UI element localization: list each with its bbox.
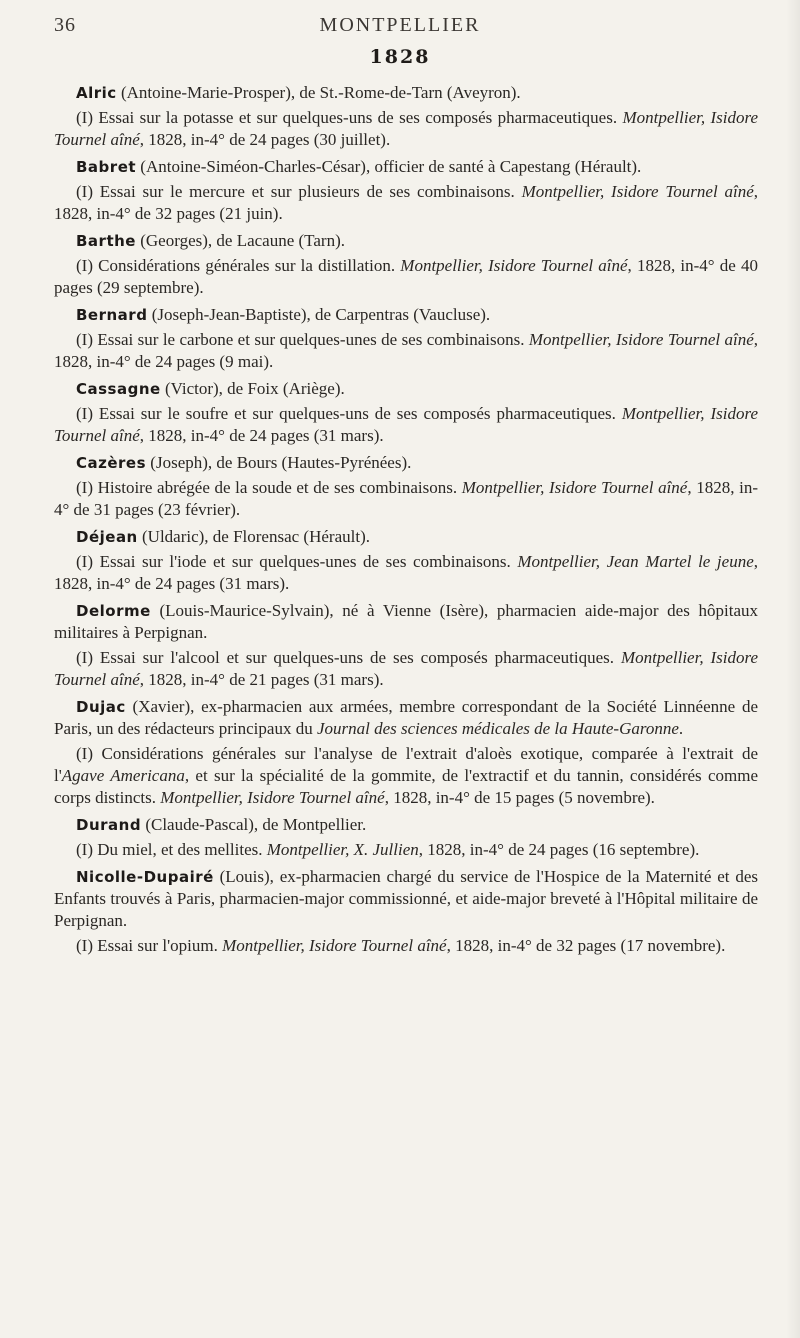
author-details: (Louis), ex-pharmacien chargé du service de l'Hospice de la Maternité et des Enfants trouvés à Paris, pharmacien-major commissionné, et aide-major breveté à l'Hôpital militaire de Perpignan.	[54, 867, 758, 930]
work-title: (I) Histoire abrégée de la soude et de ses combinaisons.	[76, 478, 462, 497]
author-details: (Antoine-Siméon-Charles-César), officier de santé à Capestang (Hérault).	[136, 157, 642, 176]
publisher: Montpellier, Isidore Tournel aîné	[528, 330, 754, 349]
author-name: Barthe	[76, 232, 136, 250]
work-line	[54, 935, 758, 957]
work-imprint: , 1828, in-4° de 32 pages (17 novembre).	[446, 936, 726, 955]
author-line	[54, 814, 758, 836]
author-name: Dujac	[76, 698, 126, 716]
work-imprint: , 1828, in-4° de 15 pages (5 novembre).	[384, 788, 655, 807]
publisher: Montpellier, Isidore Tournel aîné	[521, 182, 754, 201]
work-line	[54, 743, 758, 809]
entry-nicolle-dupaire	[54, 866, 758, 957]
entry-dujac	[54, 696, 758, 809]
author-details: (Louis-Maurice-Sylvain), né à Vienne (Isère), pharmacien aide-major des hôpitaux militaires à Perpignan.	[54, 601, 758, 642]
author-name: Babret	[76, 158, 137, 176]
year-heading: 1828	[369, 46, 431, 68]
page-edge-shadow	[786, 0, 800, 1338]
journal-title: Journal des sciences médicales de la Haute-Garonne	[316, 719, 679, 738]
work-title: (I) Essai sur la potasse et sur quelques-uns de ses composés pharmaceutiques.	[76, 108, 623, 127]
work-imprint: , 1828, in-4° de 24 pages (31 mars).	[54, 552, 758, 593]
author-details: (Claude-Pascal), de Montpellier.	[141, 815, 367, 834]
work-imprint: , 1828, in-4° de 31 pages (23 février).	[54, 478, 759, 519]
work-title: (I) Essai sur l'iode et sur quelques-unes de ses combinaisons.	[76, 552, 518, 571]
page-header	[0, 8, 800, 38]
entry-barthe	[54, 230, 758, 299]
author-details: (Xavier), ex-pharmacien aux armées, membre correspondant de la Société Linnéenne de Paris, un des rédacteurs principaux du	[54, 697, 758, 738]
running-title: MONTPELLIER	[319, 14, 481, 36]
entry-babret	[54, 156, 758, 225]
author-details: (Joseph), de Bours (Hautes-Pyrénées).	[146, 453, 412, 472]
entry-dejean	[54, 526, 758, 595]
author-line	[54, 600, 758, 644]
entry-durand	[54, 814, 758, 861]
author-line	[54, 866, 758, 932]
work-line	[54, 107, 758, 151]
work-imprint: , 1828, in-4° de 24 pages (9 mai).	[54, 330, 758, 371]
work-title-cont: , et sur la spécialité de la gommite, de l'extractif et du tannin, considérés comme corps distincts.	[54, 766, 759, 807]
author-name: Bernard	[76, 306, 148, 324]
work-title: (I) Essai sur l'alcool et sur quelques-uns de ses composés pharmaceutiques.	[76, 648, 621, 667]
work-line	[54, 403, 758, 447]
work-title: (I) Considérations générales sur l'analyse de l'extrait d'aloès exotique, comparée à l'extrait de l'	[54, 744, 758, 785]
entry-delorme	[54, 600, 758, 691]
publisher: Montpellier, Jean Martel le jeune	[517, 552, 754, 571]
author-name: Delorme	[76, 602, 151, 620]
author-line	[54, 156, 758, 178]
work-title: (I) Essai sur le carbone et sur quelques-unes de ses combinaisons.	[76, 330, 529, 349]
author-line	[54, 378, 758, 400]
work-title: (I) Essai sur l'opium.	[76, 936, 223, 955]
work-line	[54, 329, 758, 373]
work-line	[54, 839, 758, 861]
entry-bernard	[54, 304, 758, 373]
author-name: Durand	[76, 816, 142, 834]
author-details: (Victor), de Foix (Ariège).	[160, 379, 345, 398]
author-details: (Uldaric), de Florensac (Hérault).	[137, 527, 370, 546]
work-line	[54, 647, 758, 691]
author-line	[54, 696, 758, 740]
author-name: Nicolle-Dupairé	[76, 868, 214, 886]
work-title: (I) Essai sur le mercure et sur plusieurs de ses combinaisons.	[76, 182, 522, 201]
publisher: Montpellier, Isidore Tournel aîné	[160, 788, 385, 807]
entries-list	[54, 82, 758, 962]
publisher: Montpellier, Isidore Tournel aîné	[54, 108, 758, 149]
author-details-end: .	[678, 719, 684, 738]
page-number: 36	[54, 14, 76, 36]
work-title: (I) Considérations générales sur la distillation.	[76, 256, 401, 275]
author-line	[54, 82, 758, 104]
author-line	[54, 230, 758, 252]
publisher: Montpellier, Isidore Tournel aîné	[54, 648, 758, 689]
author-name: Déjean	[76, 528, 138, 546]
author-line	[54, 452, 758, 474]
entry-cassagne	[54, 378, 758, 447]
work-line	[54, 181, 758, 225]
work-imprint: , 1828, in-4° de 24 pages (30 juillet).	[139, 130, 391, 149]
work-line	[54, 255, 758, 299]
publisher: Montpellier, Isidore Tournel aîné	[222, 936, 447, 955]
work-imprint: , 1828, in-4° de 21 pages (31 mars).	[139, 670, 384, 689]
author-line	[54, 304, 758, 326]
publisher: Montpellier, X. Jullien	[266, 840, 419, 859]
work-line	[54, 551, 758, 595]
author-name: Cassagne	[76, 380, 161, 398]
entry-cazeres	[54, 452, 758, 521]
publisher: Montpellier, Isidore Tournel aîné	[54, 404, 758, 445]
work-title: (I) Essai sur le soufre et sur quelques-uns de ses composés pharmaceutiques.	[76, 404, 622, 423]
work-imprint: , 1828, in-4° de 40 pages (29 septembre).	[54, 256, 759, 297]
author-details: (Georges), de Lacaune (Tarn).	[135, 231, 345, 250]
work-imprint: , 1828, in-4° de 24 pages (31 mars).	[139, 426, 384, 445]
publisher: Montpellier, Isidore Tournel aîné	[400, 256, 628, 275]
author-line	[54, 526, 758, 548]
publisher: Montpellier, Isidore Tournel aîné	[461, 478, 688, 497]
work-imprint: , 1828, in-4° de 24 pages (16 septembre).	[418, 840, 700, 859]
author-details: (Antoine-Marie-Prosper), de St.-Rome-de-Tarn (Aveyron).	[116, 83, 521, 102]
work-title: (I) Du miel, et des mellites.	[76, 840, 267, 859]
author-name: Cazères	[76, 454, 147, 472]
species-name: Agave Americana	[61, 766, 185, 785]
entry-alric	[54, 82, 758, 151]
work-imprint: , 1828, in-4° de 32 pages (21 juin).	[54, 182, 759, 223]
author-details: (Joseph-Jean-Baptiste), de Carpentras (Vaucluse).	[147, 305, 491, 324]
work-line	[54, 477, 758, 521]
author-name: Alric	[76, 84, 117, 102]
